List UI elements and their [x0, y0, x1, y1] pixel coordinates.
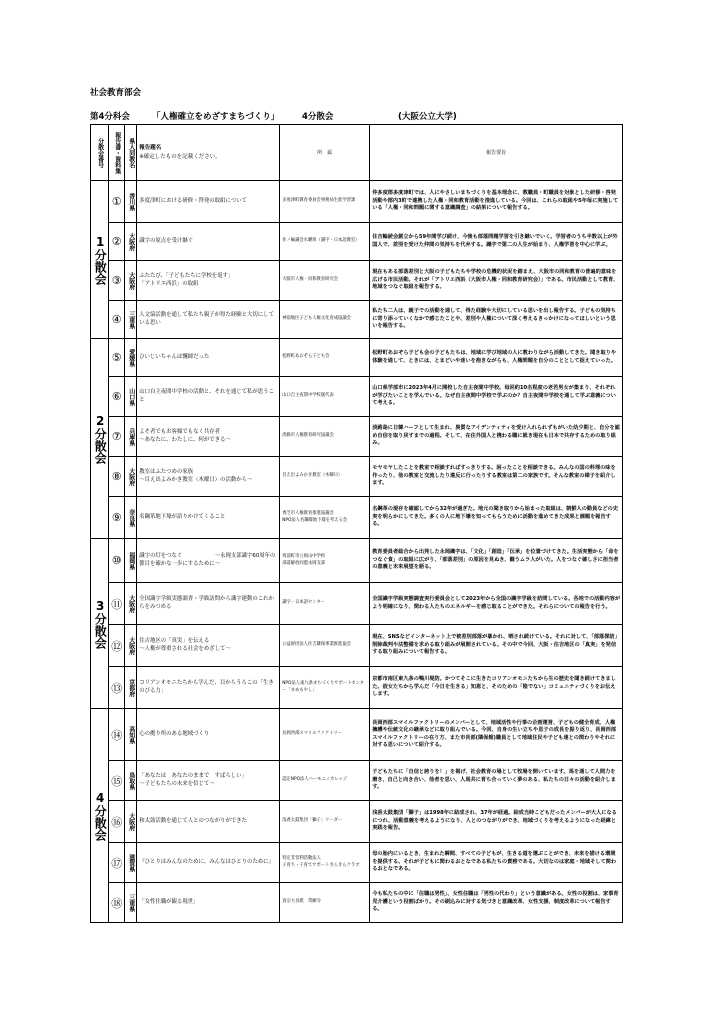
- summary: 現在、SNSなどインターネット上で被差別部落が暴かれ、晒され続けている。それに対して、「部落探訪」削除裁判や法整備を求める取り組みが展開されている。その中で今回、大阪・住吉地区の「真実」を発信する取り組みについて報告する。: [370, 625, 623, 667]
- summary: モヤモヤしたことを教室で相談すればすっきりする。困ったことを相談できる。みんなの国の料理の味を作ったり、他の教室と交流したり違反に行ったりする教室は第二の家族です。そんな教室の様子を紹介します。: [370, 457, 623, 497]
- report-title: 「あなたは あなたのままで すばらしい」 〜子どもたちの未来を信じて〜: [137, 761, 280, 801]
- report-number: ⑥: [109, 377, 125, 417]
- report-number: ①: [109, 181, 125, 223]
- affiliation: NPO法人東九条まちづくりサポートセンター「まめもやし」: [280, 667, 370, 709]
- prefecture: 京都府: [127, 678, 135, 697]
- group-label: 2分散会: [93, 413, 108, 464]
- prefecture: 高知県: [127, 725, 135, 744]
- session-label: 第4分科会: [90, 112, 130, 122]
- report-number: ⑰: [109, 843, 125, 883]
- affiliation: 公益財団法人住吉隣保事業推進協会: [280, 625, 370, 667]
- affiliation: 特定非営利活動法人 子育ち・子育てサポートきらきらクラブ: [280, 843, 370, 883]
- table-row: [91, 625, 623, 667]
- report-number: ④: [109, 301, 125, 339]
- table-row: [91, 843, 623, 883]
- summary: 現在もある部落差別と大阪の子どもたちや学校の危機的状況を踏まえ、大阪市の同和教育の普遍的意味を広げる市民活動。それが「アトリエ西浜（大阪市人権・同和教育研究会）」である。市民活動として教育、地域をつなぐ取組を報告する。: [370, 261, 623, 301]
- report-number: ⑪: [109, 583, 125, 625]
- session-venue: (大阪公立大学): [398, 112, 457, 122]
- table-row: [91, 709, 623, 761]
- prefecture: 大阪府: [127, 271, 135, 290]
- table-row: [91, 417, 623, 457]
- affiliation: 認定NPO法人ハーモニィカレッジ: [280, 761, 370, 801]
- table-row: [91, 883, 623, 923]
- report-title: 人文協活動を通して私たち親子が得た経験と大切にしている思い: [137, 301, 280, 339]
- session-theme: 「人権確立をめざすまちづくり」: [152, 112, 280, 122]
- summary: 全国識字学級実態調査実行委員会として2023年から全国の識字学級を訪問している。各地での活動内容がより明確になり、関わる人たちのエネルギーを感じ取ることができた。それらについての報告を行う。: [370, 583, 623, 625]
- prefecture: 鳥取県: [127, 771, 135, 790]
- prefecture: 愛媛県: [127, 348, 135, 367]
- report-title: 多度津町における研修・啓発の取組について: [137, 181, 280, 223]
- org-name: 社会教育部会: [90, 88, 142, 98]
- report-number: ⑨: [109, 497, 125, 539]
- affiliation: 多度津町教育委員会事務局生涯学習課: [280, 181, 370, 223]
- table-row: [91, 583, 623, 625]
- table-row: [91, 301, 623, 339]
- table-row: [91, 801, 623, 843]
- report-title: 心の拠り所のある地域づくり: [137, 709, 280, 761]
- summary: 母の胎内にいるとき、生まれた瞬間、すべての子どもが、生きる道を選ぶことができ、未来を描ける環境を提供する。それが子どもに関わるおとなである私たちの責務である。大切なのは家庭・地域そして関わるおとなである。: [370, 843, 623, 883]
- affiliation: 住ノ輪識会水曜班（識字・日本語教室）: [280, 223, 370, 261]
- header-group-no: 分散会番号: [96, 137, 104, 168]
- report-number: ②: [109, 223, 125, 261]
- affiliation: 浅香太鼓集団「獅子」リーダー: [280, 801, 370, 843]
- report-title: 住吉地区の「真実」を伝える 〜人権が尊重される社会をめざして〜: [137, 625, 280, 667]
- affiliation: 大阪市人権・同和教育研究会: [280, 261, 370, 301]
- report-number: ⑩: [109, 539, 125, 583]
- report-number: ③: [109, 261, 125, 301]
- header-affiliation: 所 属: [280, 125, 370, 181]
- report-title: 「女性住職が観る現世」: [137, 883, 280, 923]
- report-number: ⑬: [109, 667, 125, 709]
- prefecture: 香川県: [127, 192, 135, 211]
- report-number: ⑤: [109, 339, 125, 377]
- session-section: 4分散会: [302, 112, 334, 122]
- report-title: よそ者でもお客様でもなく共存者 〜あなたに、わたしに、何ができる〜: [137, 417, 280, 457]
- summary: 松野町あおぞら子ども会の子どもたちは、地域に学び地域の人に教わりながら活動してきた。聞き取りや体験を通して、ときには、とまどいや迷いを抱きながらも、人権問題を自分のこととして捉えていった。: [370, 339, 623, 377]
- header-prefecture: 県人同教名: [127, 137, 135, 168]
- summary: 仲多度郡多度津町では、人にやさしいまちづくりを基本理念に、教職員・町職員を対象とした研修・啓発活動や郡内3町で連携した人権・同和教育活動を推進している。今回は、これらの取組や5年毎に実施している「人権・同和問題に関する意識調査」の結果について報告する。: [370, 181, 623, 223]
- affiliation: 松野町あおぞら子ども会: [280, 339, 370, 377]
- prefecture: 兵庫県: [127, 427, 135, 446]
- table-row: [91, 261, 623, 301]
- header-title-note: ※確定したものを記載ください。: [139, 153, 221, 160]
- summary: 私たち二人は、親子での活動を通して、得た経験や大切にしている思いを出し報告する。子どもの気持ちに寄り添っていくなかで感じたことや、差別や人権について深く考えるきっかけになってほしいという思いを報告する。: [370, 301, 623, 339]
- prefecture: 福岡県: [127, 551, 135, 570]
- report-title: 全国識字学級実態調査・学級訪問から識字運動のこれからをみつめる: [137, 583, 280, 625]
- table-row: [91, 181, 623, 223]
- report-table: [90, 124, 623, 923]
- affiliation: 識字・日本語センター: [280, 583, 370, 625]
- header-title: 報告題名: [139, 144, 162, 151]
- header-report-no: 報告書・資料集: [113, 131, 121, 174]
- prefecture: 大阪府: [127, 232, 135, 251]
- report-title: ひいじいちゃんは飄師だった: [137, 339, 280, 377]
- report-number: ⑦: [109, 417, 125, 457]
- affiliation: 真宗大谷派 常願寺: [280, 883, 370, 923]
- summary: 浅香太鼓集団「獅子」は1998年に結成され、37年が経過。結成当時こどもだったメンバーが大人になるにつれ、活動意義を考えるようになり、人とのつながりができ、地域づくりを考えるようになった経緯と実践を報告。: [370, 801, 623, 843]
- table-row: [91, 339, 623, 377]
- table-row: [91, 457, 623, 497]
- report-title: 和太鼓活動を通じて人とのつながりができた: [137, 801, 280, 843]
- report-title: 山口自主夜間中学校の活動と、それを通じて私が思うこと: [137, 377, 280, 417]
- table-row: [91, 497, 623, 539]
- affiliation: 目え出よみかき教室（木曜日）: [280, 457, 370, 497]
- table-row: [91, 223, 623, 261]
- prefecture: 大阪府: [127, 594, 135, 613]
- report-title: 『ひとりはみんなのために、みんなはひとりのために』: [137, 843, 280, 883]
- affiliation: 筑前町市立岡山中学校 部落解放同盟永岡支部: [280, 539, 370, 583]
- report-title: 名鋼革地下壕が語りかけてくること: [137, 497, 280, 539]
- prefecture: 三重県: [127, 310, 135, 329]
- report-title: 識字の原点を受け継ぐ: [137, 223, 280, 261]
- prefecture: 三重県: [127, 893, 135, 912]
- summary: 山口県学部市に2023年4月に開校した自主夜間中学校。毎回約10名程度の老若男女が集まり、それぞれが学びたいことを学んでいる。なぜ自主夜間中学校で学ぶのか？自主夜間中学校を通して学ぶ意義について考える。: [370, 377, 623, 417]
- affiliation: 山口自主夜間中学校副代表: [280, 377, 370, 417]
- header-row: [91, 125, 623, 181]
- summary: 住吉輪読会創立から59年間学び続け、今後も部落問題学習を引き継いでいく。学習者のうち半数以上が外国人で、差別を受けた仲間の気持ちを代弁する。識字で第二の人生が始まり、人権学習を中心に学ぶ。: [370, 223, 623, 261]
- table-row: [91, 539, 623, 583]
- report-number: ⑭: [109, 709, 125, 761]
- group-label: 4分散会: [93, 790, 108, 841]
- table-row: [91, 761, 623, 801]
- table-row: [91, 667, 623, 709]
- prefecture: 大阪府: [127, 636, 135, 655]
- summary: 京都市南区東九条の鴨川堤防。かつてそこに生きたコリアンオモニたちから生の歴史を聞き続けてきました。彼女たちから学んだ「今日を生きる」知恵と、そのための「陰でない」コミュニティづくりをお伝えします。: [370, 667, 623, 709]
- prefecture: 奈良県: [127, 508, 135, 527]
- report-title: ふたたび、「子どもたちに学校を返す」 「アトリエ西浜」の取組: [137, 261, 280, 301]
- report-number: ⑧: [109, 457, 125, 497]
- report-title: 識字の灯をつなぐ 〜永岡支部識字60周年の節目を確かな一歩にするために〜: [137, 539, 280, 583]
- affiliation: 神前地区子ども人権文化育成協議会: [280, 301, 370, 339]
- prefecture: 大阪府: [127, 812, 135, 831]
- affiliation: 淡路市人権教育研究協議会: [280, 417, 370, 457]
- group-label: 1分散会: [93, 234, 108, 285]
- report-number: ⑮: [109, 761, 125, 801]
- report-number: ⑫: [109, 625, 125, 667]
- report-title: 教室はふたつめの家族 〜目え出よみかき教室（木曜日）の活動から〜: [137, 457, 280, 497]
- table-row: [91, 377, 623, 417]
- group-label: 3分散会: [93, 598, 108, 649]
- summary: 名鋼革の現存を確認してから32年が過ぎた。地元の聞き取りから始まった取組は、朝鮮人の動員などの史実を明らかにしてきた。多くの人に地下壕を知ってもらうために活動を進めてきた成果と課題を報告する。: [370, 497, 623, 539]
- header-summary: 報告要旨: [370, 125, 623, 181]
- prefecture: 大阪府: [127, 467, 135, 486]
- summary: 今も私たちの中に「住職は男性」、女性住職は「男性の代わり」という意識がある。女性の役割は、家事育児介護という役割ばかり。その刷込みに対する気づきと意識改革、女性支援、制度改革について報告する。: [370, 883, 623, 923]
- affiliation: 香芝市人権教育推進協議会 NPO法人名鋼壕地下壕を考える会: [280, 497, 370, 539]
- prefecture: 滋賀県: [127, 853, 135, 872]
- summary: 長岡西部スマイルファクトリーのメンバーとして、地域活性や行事の企画運営、子どもの健全育成、人権擁護や伝統文化の継承などに取り組んでいる。今回、自身の生い立ちや息子の成長を振り返り、長岡西部スマイルファクトリーの在り方、また市長部(隣保館)職員として地域住民や子ども達との関わりやそれに対する思いについて紹介する。: [370, 709, 623, 761]
- summary: 子どもたちに「自信と誇りを！」を掲げ、社会教育の場として牧場を開いています。馬を通して人間力を磨き、自己と向き合い、他者を思い、人馬共に育ち合っていく夢のある、私たちの日々の活動を紹介します。: [370, 761, 623, 801]
- report-number: ⑯: [109, 801, 125, 843]
- affiliation: 長岡西部スマイルファクトリー: [280, 709, 370, 761]
- summary: 教育委員者総合から出発した永岡識字は、「文化」「創造」「伝承」を位置づけてきた。生活実態から「命をつなぐ食」の取組に広がり、「部落差別」の原因を見ぬき、闘うムラ人がいた。人をつなぐ確しさに担当者の意義と未来展望を語る。: [370, 539, 623, 583]
- report-title: コリアンオモニたちから学んだ、目からうろこの「生きのびる力」: [137, 667, 280, 709]
- prefecture: 山口県: [127, 387, 135, 406]
- summary: 淡路島に日韓ハーフとして生まれ、異質なアイデンティティを受け入れられずもがいた幼少期と、自分を認め自信を取り戻すまでの過程。そして、在住外国人と携わる職に就き現在も日本で共存するための取り組み。: [370, 417, 623, 457]
- report-number: ⑱: [109, 883, 125, 923]
